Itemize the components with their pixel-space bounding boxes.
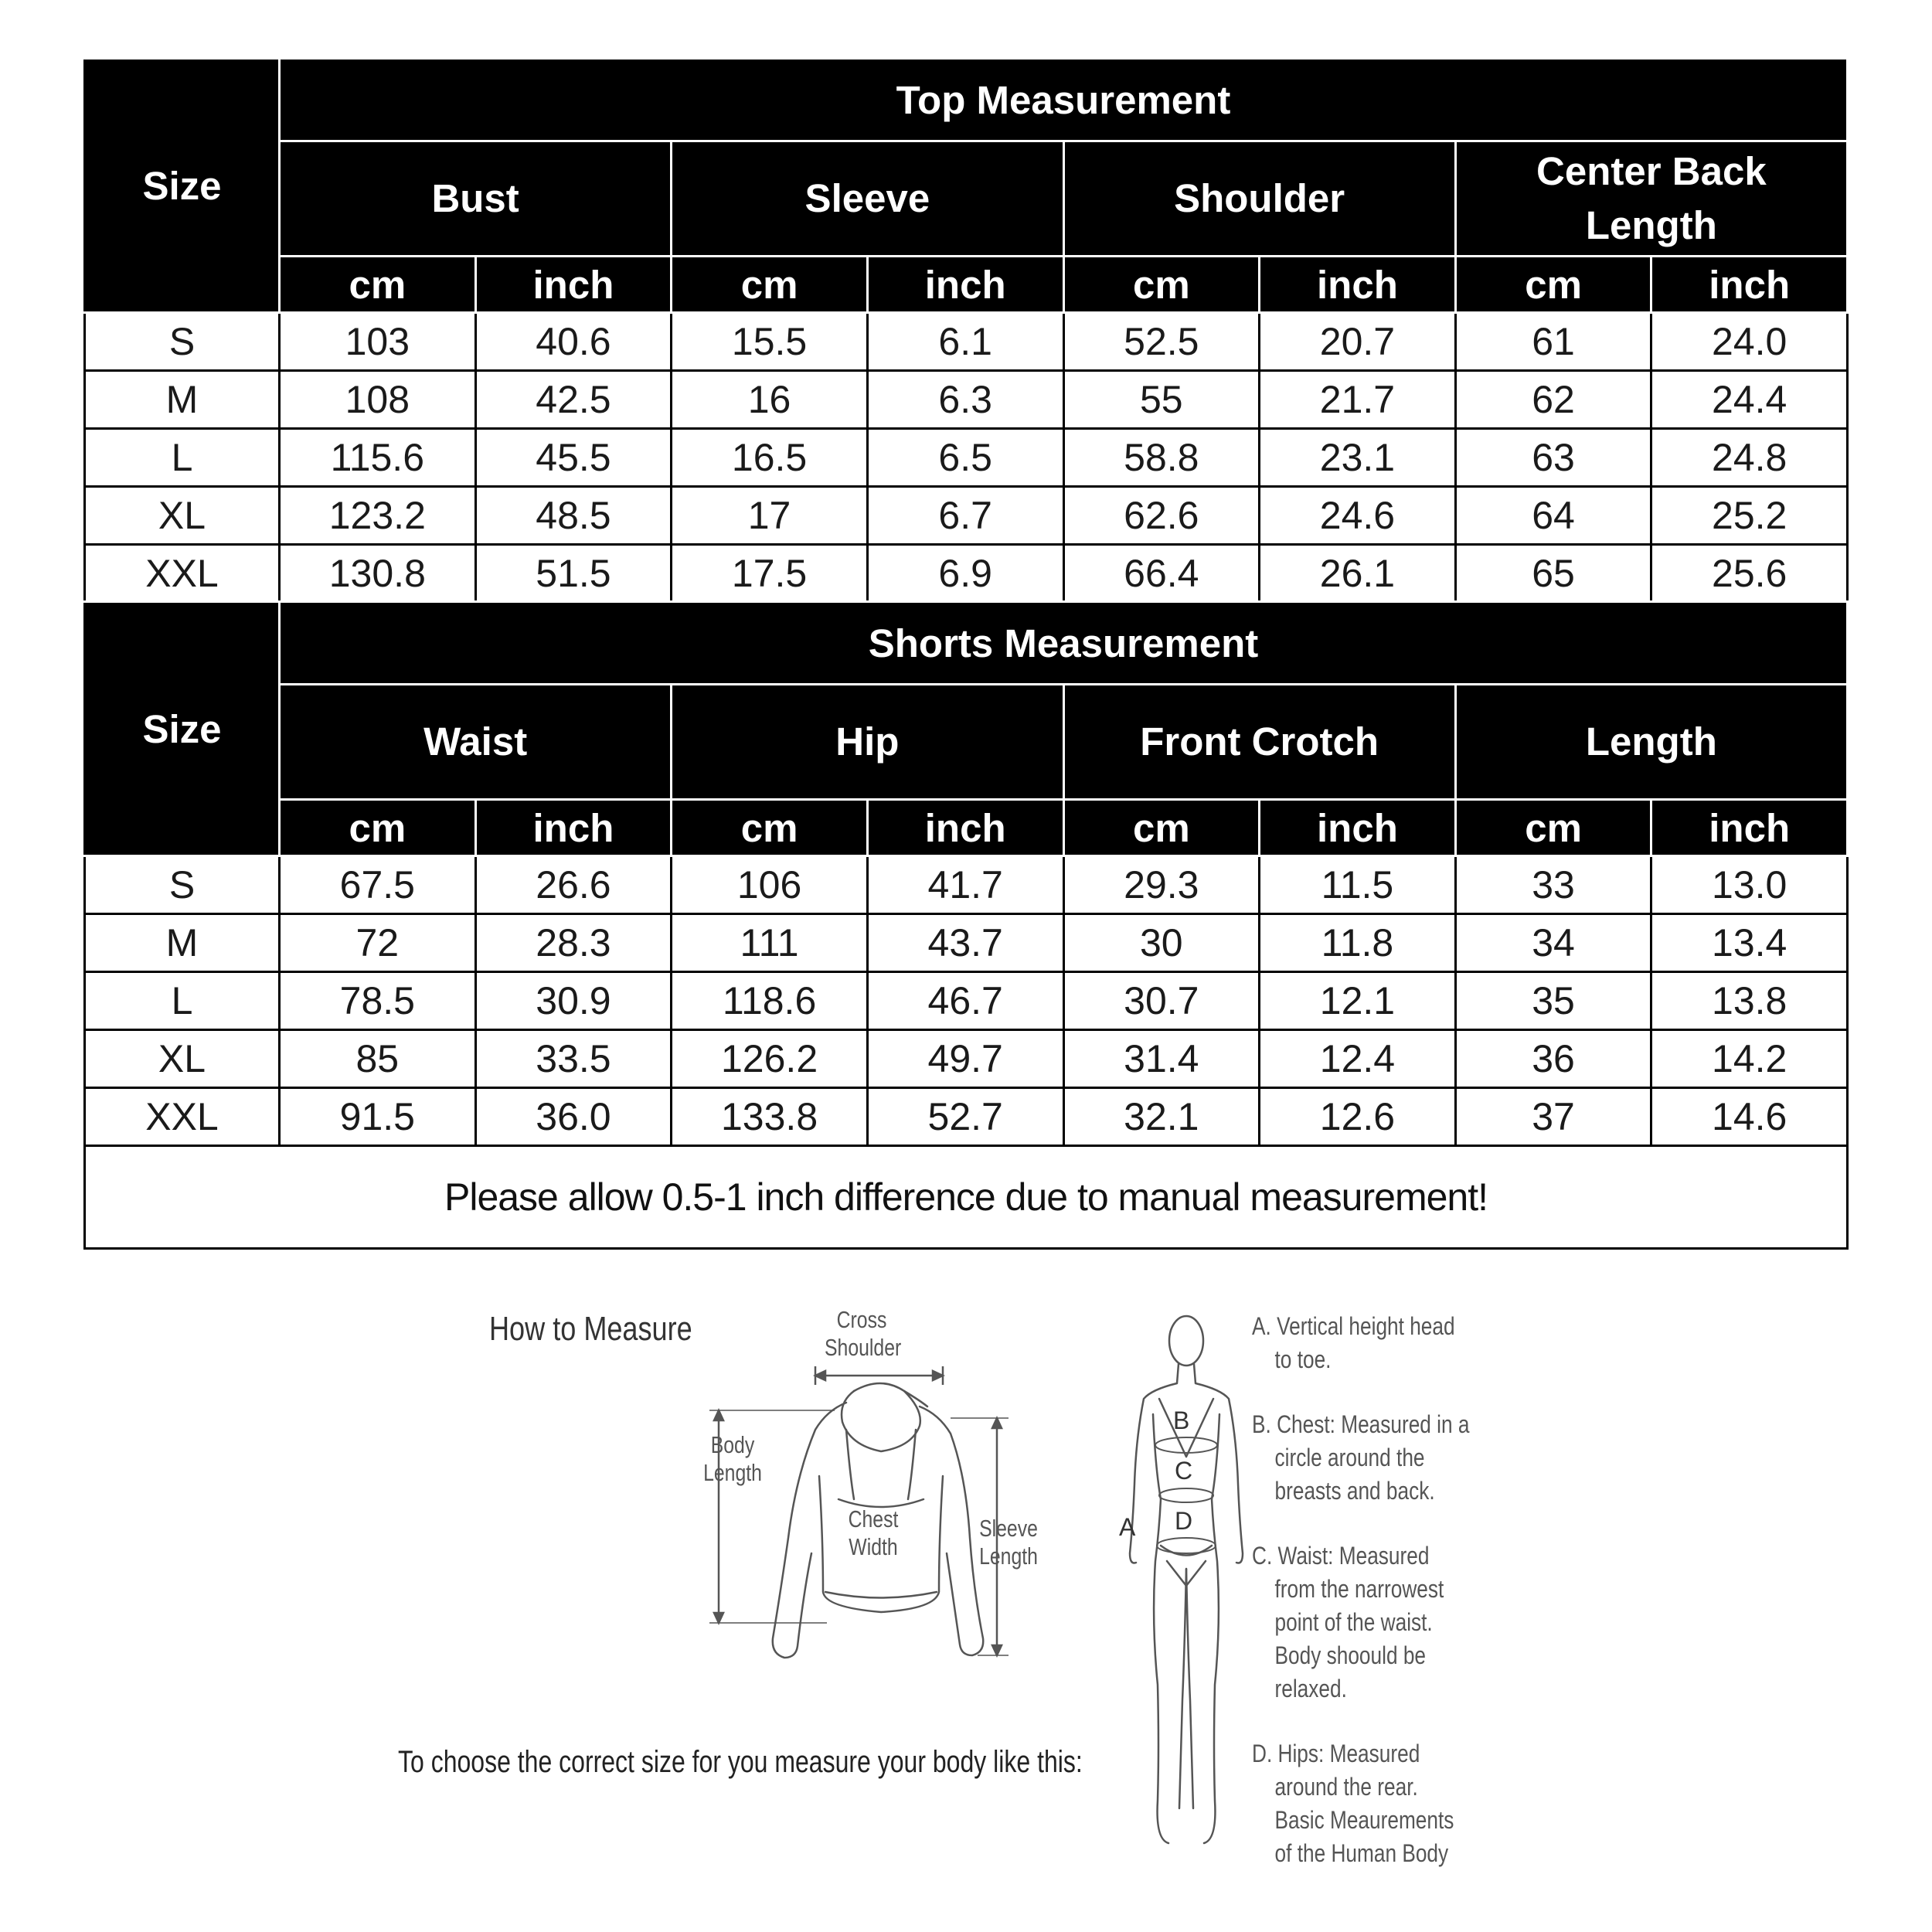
how-to-measure-title: How to Measure [489,1310,692,1348]
measurement-cell: 41.7 [867,856,1063,914]
measurement-cell: 32.1 [1063,1088,1260,1146]
measurement-cell: 78.5 [280,972,476,1030]
choose-size-instruction: To choose the correct size for you measure your body like this: [398,1745,1083,1779]
table-row [85,429,1848,487]
group-header: Front Crotch [1063,685,1455,800]
measurement-cell: 6.9 [867,545,1063,603]
measurement-note: Please allow 0.5-1 inch difference due to manual measurement! [83,1146,1849,1250]
measurement-c-description: C. Waist: Measured from the narrowest point of the waist. Body shoould be relaxed. [1252,1542,1444,1702]
measurement-cell: 24.4 [1651,371,1848,429]
measurement-cell: 103 [280,313,476,371]
measurement-cell: 17.5 [672,545,868,603]
measurement-cell: 133.8 [672,1088,868,1146]
table-row [85,371,1848,429]
unit-header: inch [1651,800,1848,856]
table-title: Top Measurement [280,59,1848,141]
measurement-cell: 111 [672,914,868,972]
unit-header: cm [1063,257,1260,313]
measurement-a-description: A. Vertical height head to toe. [1252,1312,1455,1373]
measurement-cell: 33.5 [475,1030,672,1088]
measurement-cell: 36 [1455,1030,1651,1088]
measurement-cell: 24.0 [1651,313,1848,371]
unit-header: inch [475,257,672,313]
unit-header: cm [1455,257,1651,313]
measurement-cell: 63 [1455,429,1651,487]
group-header: Bust [280,141,672,257]
measurement-cell: 30 [1063,914,1260,972]
table-row [85,545,1848,603]
table-row [85,1030,1848,1088]
size-label-cell: M [85,371,280,429]
measurement-cell: 118.6 [672,972,868,1030]
unit-header: inch [867,800,1063,856]
unit-header: inch [867,257,1063,313]
table-title: Shorts Measurement [280,602,1848,685]
size-label-cell: XL [85,487,280,545]
measurement-cell: 16 [672,371,868,429]
measurement-cell: 106 [672,856,868,914]
measurement-cell: 13.8 [1651,972,1848,1030]
table-row [85,914,1848,972]
measurement-cell: 12.4 [1260,1030,1456,1088]
measurement-cell: 52.7 [867,1088,1063,1146]
measurement-cell: 15.5 [672,313,868,371]
marker-a: A [1119,1513,1136,1541]
measurement-cell: 13.0 [1651,856,1848,914]
measurement-cell: 42.5 [475,371,672,429]
measurement-cell: 58.8 [1063,429,1260,487]
measurement-cell: 62.6 [1063,487,1260,545]
measurement-cell: 40.6 [475,313,672,371]
measurement-cell: 6.5 [867,429,1063,487]
measurement-cell: 12.1 [1260,972,1456,1030]
measurement-cell: 6.1 [867,313,1063,371]
unit-header: cm [672,800,868,856]
group-header: Waist [280,685,672,800]
measurement-cell: 108 [280,371,476,429]
measurement-cell: 35 [1455,972,1651,1030]
unit-header: cm [1455,800,1651,856]
chest-width-label: Chest Width [848,1505,899,1560]
measurement-cell: 24.6 [1260,487,1456,545]
measurement-cell: 17 [672,487,868,545]
measurement-cell: 13.4 [1651,914,1848,972]
measurement-cell: 23.1 [1260,429,1456,487]
measurement-cell: 12.6 [1260,1088,1456,1146]
unit-header: cm [280,257,476,313]
sleeve-length-label: Sleeve Length [979,1515,1038,1570]
measurement-cell: 24.8 [1651,429,1848,487]
measurement-cell: 72 [280,914,476,972]
measurement-cell: 29.3 [1063,856,1260,914]
body-length-label: Body Length [703,1431,762,1486]
measurement-cell: 62 [1455,371,1651,429]
measurement-cell: 91.5 [280,1088,476,1146]
marker-d: D [1175,1507,1193,1535]
size-header: Size [85,602,280,856]
measurement-cell: 46.7 [867,972,1063,1030]
measurement-cell: 51.5 [475,545,672,603]
measurement-cell: 115.6 [280,429,476,487]
size-label-cell: L [85,972,280,1030]
measurement-cell: 20.7 [1260,313,1456,371]
measurement-cell: 6.7 [867,487,1063,545]
size-label-cell: S [85,856,280,914]
group-header: Length [1455,685,1847,800]
measurement-cell: 21.7 [1260,371,1456,429]
measurement-cell: 25.6 [1651,545,1848,603]
group-header: Center Back Length [1455,141,1847,257]
measurement-cell: 30.7 [1063,972,1260,1030]
measurement-cell: 6.3 [867,371,1063,429]
measurement-cell: 52.5 [1063,313,1260,371]
table-row [85,972,1848,1030]
unit-header: cm [672,257,868,313]
measurement-cell: 126.2 [672,1030,868,1088]
marker-c: C [1175,1457,1193,1485]
measurement-cell: 66.4 [1063,545,1260,603]
measurement-cell: 28.3 [475,914,672,972]
cross-shoulder-label: Cross Shoulder [825,1306,902,1361]
measurement-cell: 30.9 [475,972,672,1030]
measurement-cell: 11.5 [1260,856,1456,914]
measurement-cell: 37 [1455,1088,1651,1146]
size-label-cell: XXL [85,545,280,603]
top-measurement-table [83,57,1849,604]
table-row [85,487,1848,545]
measurement-cell: 36.0 [475,1088,672,1146]
measurement-cell: 11.8 [1260,914,1456,972]
measurement-cell: 34 [1455,914,1651,972]
unit-header: inch [475,800,672,856]
measurement-cell: 85 [280,1030,476,1088]
measurement-cell: 14.6 [1651,1088,1848,1146]
size-label-cell: XL [85,1030,280,1088]
measurement-cell: 14.2 [1651,1030,1848,1088]
measurement-cell: 130.8 [280,545,476,603]
body-figure-illustration [1113,1298,1252,1862]
size-label-cell: M [85,914,280,972]
table-row [85,313,1848,371]
measurement-cell: 67.5 [280,856,476,914]
unit-header: cm [280,800,476,856]
measurement-cell: 26.6 [475,856,672,914]
measurement-cell: 55 [1063,371,1260,429]
measurement-cell: 48.5 [475,487,672,545]
measurement-cell: 33 [1455,856,1651,914]
size-label-cell: XXL [85,1088,280,1146]
size-label-cell: L [85,429,280,487]
measurement-cell: 16.5 [672,429,868,487]
measurement-cell: 31.4 [1063,1030,1260,1088]
shorts-measurement-table [83,600,1849,1147]
unit-header: inch [1260,257,1456,313]
group-header: Hip [672,685,1063,800]
group-header: Shoulder [1063,141,1455,257]
unit-header: inch [1260,800,1456,856]
measurement-cell: 64 [1455,487,1651,545]
measurement-cell: 49.7 [867,1030,1063,1088]
measurement-cell: 65 [1455,545,1651,603]
unit-header: cm [1063,800,1260,856]
size-header: Size [85,59,280,313]
marker-b: B [1173,1406,1190,1434]
measurement-cell: 25.2 [1651,487,1848,545]
measurement-b-description: B. Chest: Measured in a circle around the breasts and back. [1252,1410,1470,1505]
group-header: Sleeve [672,141,1063,257]
table-row [85,856,1848,914]
measurement-cell: 43.7 [867,914,1063,972]
size-label-cell: S [85,313,280,371]
table-row [85,1088,1848,1146]
measurement-cell: 61 [1455,313,1651,371]
measurement-cell: 26.1 [1260,545,1456,603]
measurement-cell: 123.2 [280,487,476,545]
measurement-cell: 45.5 [475,429,672,487]
unit-header: inch [1651,257,1848,313]
measurement-d-description: D. Hips: Measured around the rear. Basic Meaurements of the Human Body [1252,1740,1454,1867]
